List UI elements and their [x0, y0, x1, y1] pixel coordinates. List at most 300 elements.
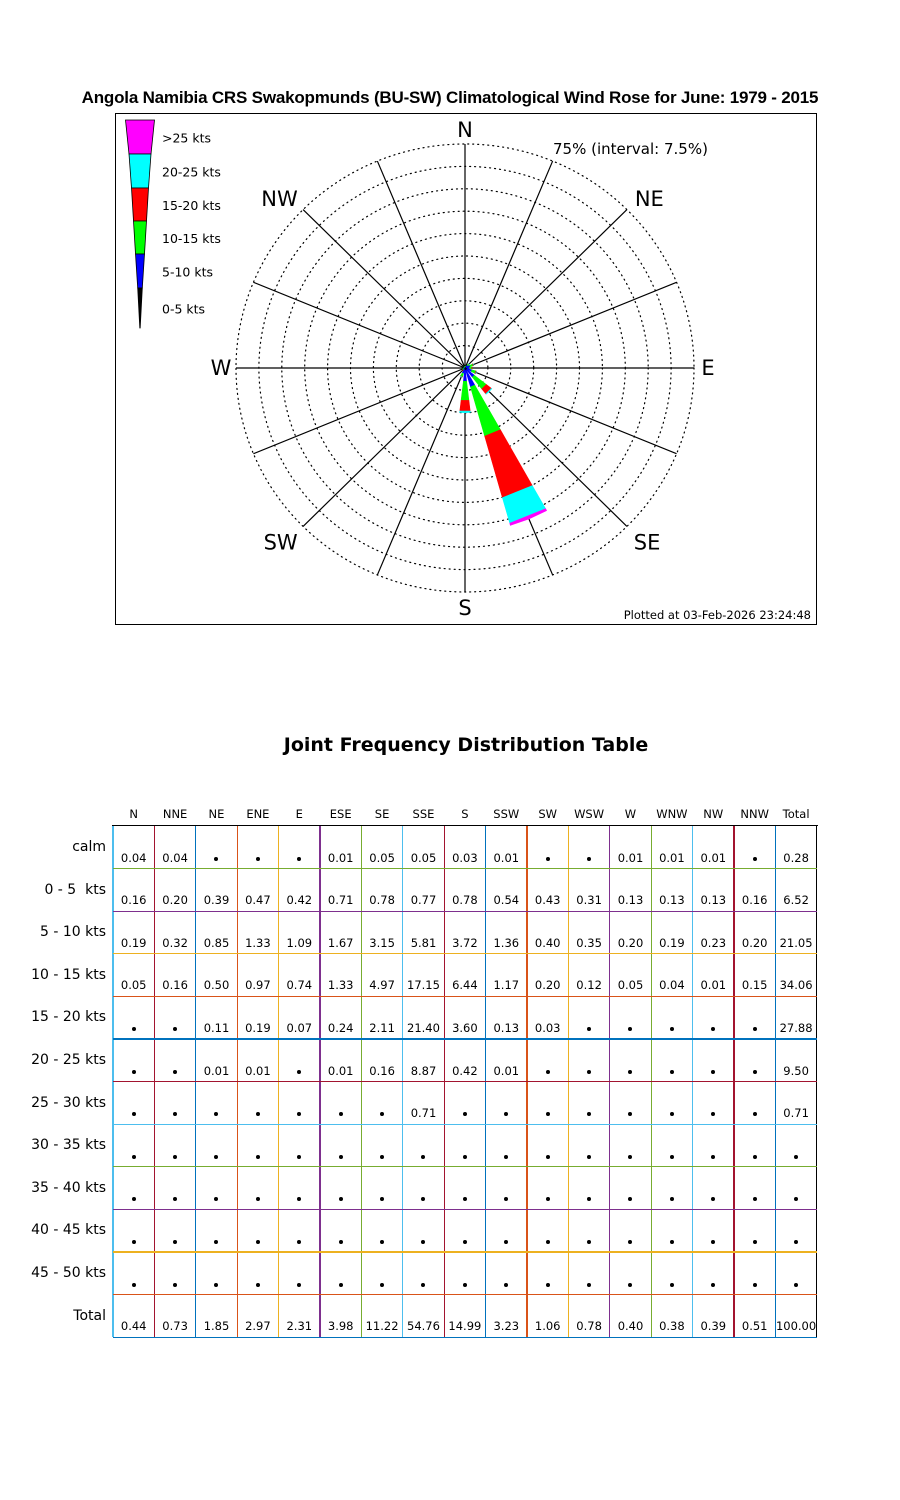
- zero-dot: [214, 1112, 218, 1116]
- table-cell: [196, 1082, 237, 1125]
- table-cell: 1.09: [286, 935, 313, 950]
- zero-dot: [753, 1112, 757, 1116]
- compass-label-W: W: [210, 356, 232, 380]
- zero-dot: [214, 1283, 218, 1287]
- zero-dot: [546, 1283, 550, 1287]
- legend-label: 10-15 kts: [162, 231, 221, 246]
- table-cell: [113, 1252, 154, 1295]
- table-cell: [734, 1167, 775, 1210]
- table-cell: [444, 1167, 485, 1210]
- table-cell: [237, 1082, 278, 1125]
- zero-dot: [339, 1155, 343, 1159]
- table-cell: 0.39: [700, 1319, 727, 1334]
- table-cell: [734, 826, 775, 869]
- table-cell: [320, 1167, 361, 1210]
- zero-dot: [504, 1240, 508, 1244]
- table-cell: [610, 1252, 651, 1295]
- table-cell: 0.16: [162, 978, 188, 993]
- table-cell: [444, 1124, 485, 1167]
- col-header-NW: NW: [703, 807, 724, 821]
- table-cell: [196, 1209, 237, 1252]
- zero-dot: [339, 1283, 343, 1287]
- table-cell: 0.16: [369, 1063, 395, 1078]
- table-cell: [527, 1124, 568, 1167]
- grid-vline: [568, 826, 569, 1337]
- table-cell: 1.06: [534, 1319, 561, 1334]
- zero-dot: [670, 1112, 674, 1116]
- table-cell: [320, 1252, 361, 1295]
- zero-dot: [628, 1283, 632, 1287]
- table-cell: 0.05: [410, 850, 437, 865]
- col-header-W: W: [624, 807, 637, 821]
- grid-right-border: [816, 826, 817, 1337]
- zero-dot: [297, 1070, 301, 1074]
- zero-dot: [297, 1197, 301, 1201]
- zero-dot: [297, 1283, 301, 1287]
- table-cell: [527, 1209, 568, 1252]
- zero-dot: [380, 1240, 384, 1244]
- row-label-5: 20 - 25 kts: [31, 1052, 106, 1068]
- table-cell: [568, 1252, 609, 1295]
- table-title: Joint Frequency Distribution Table: [283, 734, 649, 756]
- table-cell: 0.43: [534, 893, 561, 908]
- zero-dot: [670, 1240, 674, 1244]
- grid-hline: [113, 996, 817, 997]
- table-cell: [279, 1039, 320, 1082]
- row-label-3: 10 - 15 kts: [31, 966, 106, 983]
- table-cell: [320, 1124, 361, 1167]
- table-cell: [693, 1082, 734, 1125]
- table-cell: 17.15: [407, 978, 440, 993]
- table-cell: [775, 1209, 816, 1252]
- table-cell: 3.72: [452, 935, 478, 950]
- table-cell: 54.76: [407, 1319, 440, 1334]
- row-label-0: calm: [72, 839, 106, 855]
- table-cell: 0.44: [120, 1319, 147, 1334]
- table-cell: [568, 1209, 609, 1252]
- zero-dot: [173, 1112, 177, 1116]
- table-cell: [444, 1209, 485, 1252]
- compass-label-SW: SW: [263, 530, 298, 555]
- zero-dot: [256, 1112, 260, 1116]
- compass-label-S: S: [458, 596, 472, 620]
- row-label-7: 30 - 35 kts: [31, 1137, 106, 1154]
- legend-swatch-0-5kts: [138, 288, 143, 328]
- col-header-SE: SE: [374, 807, 390, 821]
- table-cell: 0.78: [369, 893, 395, 908]
- table-cell: [320, 1209, 361, 1252]
- grid-hline: [113, 1081, 817, 1082]
- table-cell: 0.13: [659, 893, 685, 908]
- zero-dot: [421, 1283, 425, 1287]
- wind-rose-radial-line-NNE: [465, 161, 553, 368]
- table-cell: [361, 1082, 402, 1125]
- table-cell: [775, 1167, 816, 1210]
- table-cell: [693, 996, 734, 1039]
- table-cell: 14.99: [448, 1319, 482, 1334]
- col-header-NE: NE: [208, 807, 225, 821]
- zero-dot: [628, 1070, 632, 1074]
- table-cell: [610, 1039, 651, 1082]
- zero-dot: [753, 1283, 757, 1287]
- zero-dot: [753, 1070, 757, 1074]
- grid-vline: [692, 826, 693, 1337]
- table-cell: [734, 1252, 775, 1295]
- zero-dot: [297, 857, 301, 861]
- grid-vline: [237, 826, 238, 1337]
- table-cell: [113, 1039, 154, 1082]
- table-cell: 0.01: [700, 850, 727, 865]
- table-cell: 0.35: [576, 935, 602, 950]
- col-header-WNW: WNW: [656, 807, 688, 821]
- zero-dot: [504, 1197, 508, 1201]
- table-cell: 0.71: [410, 1106, 437, 1121]
- zero-dot: [256, 857, 260, 861]
- table-cell: [113, 1209, 154, 1252]
- legend-swatch-10-15kts: [134, 221, 147, 254]
- table-cell: 0.32: [162, 935, 188, 950]
- row-label-2: 5 - 10 kts: [39, 924, 106, 941]
- table-cell: [651, 1039, 692, 1082]
- legend-swatch-5-10kts: [136, 254, 145, 288]
- zero-dot: [173, 1197, 177, 1201]
- table-cell: 0.54: [493, 893, 520, 908]
- table-cell: 0.20: [162, 893, 188, 908]
- table-cell: 0.20: [617, 935, 644, 950]
- row-label-4: 15 - 20 kts: [31, 1009, 106, 1026]
- table-cell: [113, 1082, 154, 1125]
- table-cell: [693, 1167, 734, 1210]
- table-cell: 0.73: [162, 1319, 188, 1334]
- zero-dot: [711, 1155, 715, 1159]
- table-cell: 0.71: [783, 1106, 809, 1121]
- zero-dot: [132, 1283, 136, 1287]
- grid-vline: [651, 826, 652, 1337]
- zero-dot: [380, 1283, 384, 1287]
- grid-vline: [112, 826, 113, 1337]
- zero-dot: [380, 1155, 384, 1159]
- table-cell: [610, 1124, 651, 1167]
- table-cell: 11.22: [365, 1319, 399, 1334]
- zero-dot: [173, 1027, 177, 1031]
- table-cell: [444, 1082, 485, 1125]
- zero-dot: [132, 1112, 136, 1116]
- grid-hline: [113, 911, 817, 912]
- zero-dot: [587, 1197, 591, 1201]
- zero-dot: [132, 1240, 136, 1244]
- table-cell: 0.42: [286, 893, 313, 908]
- table-cell: [486, 1124, 527, 1167]
- table-cell: 0.12: [576, 978, 602, 993]
- table-cell: [527, 1082, 568, 1125]
- grid-vline: [361, 826, 362, 1337]
- zero-dot: [463, 1112, 467, 1116]
- table-cell: [734, 1039, 775, 1082]
- zero-dot: [546, 857, 550, 861]
- table-cell: [154, 996, 195, 1039]
- zero-dot: [256, 1240, 260, 1244]
- zero-dot: [794, 1197, 798, 1201]
- table-cell: [279, 1082, 320, 1125]
- compass-label-E: E: [701, 356, 715, 380]
- grid-hline: [113, 1251, 817, 1252]
- row-label-11: Total: [73, 1307, 106, 1324]
- table-cell: 0.13: [617, 893, 644, 908]
- zero-dot: [587, 857, 591, 861]
- table-cell: 0.15: [741, 978, 768, 993]
- row-label-9: 40 - 45 kts: [31, 1222, 106, 1239]
- table-cell: 0.51: [741, 1319, 768, 1334]
- row-label-8: 35 - 40 kts: [31, 1179, 106, 1196]
- table-cell: 0.28: [783, 850, 809, 865]
- table-cell: [279, 1209, 320, 1252]
- table-cell: [279, 826, 320, 869]
- zero-dot: [132, 1027, 136, 1031]
- table-cell: 0.40: [617, 1319, 644, 1334]
- table-cell: 0.85: [203, 935, 230, 950]
- grid-vline: [485, 826, 486, 1337]
- grid-vline: [154, 826, 155, 1337]
- zero-dot: [297, 1155, 301, 1159]
- col-header-ENE: ENE: [246, 807, 270, 821]
- table-cell: 3.60: [452, 1020, 478, 1035]
- zero-dot: [587, 1240, 591, 1244]
- table-cell: 9.50: [783, 1063, 809, 1078]
- zero-dot: [546, 1112, 550, 1116]
- wind-rose-radial-line-SW: [303, 368, 465, 526]
- zero-dot: [504, 1155, 508, 1159]
- grid-vline: [278, 826, 279, 1337]
- zero-dot: [711, 1070, 715, 1074]
- table-cell: [361, 1124, 402, 1167]
- table-cell: [527, 1252, 568, 1295]
- zero-dot: [297, 1112, 301, 1116]
- table-cell: 0.24: [327, 1020, 354, 1035]
- table-cell: [610, 1082, 651, 1125]
- zero-dot: [753, 1240, 757, 1244]
- table-cell: 1.36: [493, 935, 520, 950]
- table-cell: [113, 1124, 154, 1167]
- grid-hline: [113, 953, 817, 954]
- zero-dot: [753, 1197, 757, 1201]
- grid-hline: [113, 1209, 817, 1210]
- table-cell: 0.16: [120, 893, 147, 908]
- zero-dot: [173, 1283, 177, 1287]
- table-cell: [196, 826, 237, 869]
- table-cell: 0.16: [741, 893, 768, 908]
- table-cell: 2.97: [245, 1319, 271, 1334]
- table-cell: 0.97: [245, 978, 271, 993]
- grid-vline: [733, 826, 734, 1337]
- table-cell: [734, 1082, 775, 1125]
- table-cell: [196, 1252, 237, 1295]
- zero-dot: [256, 1197, 260, 1201]
- grid-vline: [609, 826, 610, 1337]
- table-cell: 0.11: [203, 1020, 230, 1035]
- zero-dot: [753, 1155, 757, 1159]
- table-cell: [651, 1167, 692, 1210]
- zero-dot: [587, 1027, 591, 1031]
- grid-vline: [195, 826, 196, 1337]
- col-header-NNE: NNE: [162, 807, 188, 821]
- main-title: Angola Namibia CRS Swakopmunds (BU-SW) Climatological Wind Rose for June: 1979 - 2015: [81, 88, 819, 107]
- table-cell: 0.05: [617, 978, 644, 993]
- table-cell: 0.05: [120, 978, 147, 993]
- wind-rose-radial-line-NE: [465, 210, 627, 368]
- table-cell: 1.33: [327, 978, 354, 993]
- table-cell: [568, 1082, 609, 1125]
- zero-dot: [546, 1155, 550, 1159]
- table-cell: 0.13: [700, 893, 727, 908]
- zero-dot: [628, 1240, 632, 1244]
- zero-dot: [587, 1283, 591, 1287]
- table-cell: 0.01: [493, 1063, 520, 1078]
- rose-petal-NNW: [464, 367, 465, 368]
- table-cell: 0.01: [327, 1063, 354, 1078]
- legend-label: 15-20 kts: [162, 198, 221, 213]
- col-header-E: E: [295, 807, 303, 821]
- zero-dot: [214, 1197, 218, 1201]
- zero-dot: [711, 1112, 715, 1116]
- table-cell: 0.42: [452, 1063, 478, 1078]
- table-cell: 5.81: [410, 935, 437, 950]
- table-cell: [403, 1209, 444, 1252]
- table-cell: 0.04: [120, 850, 147, 865]
- wind-rose-radial-line-SSW: [377, 368, 465, 575]
- zero-dot: [711, 1197, 715, 1201]
- zero-dot: [297, 1240, 301, 1244]
- legend-label: 5-10 kts: [162, 264, 213, 280]
- zero-dot: [256, 1283, 260, 1287]
- zero-dot: [670, 1070, 674, 1074]
- zero-dot: [587, 1112, 591, 1116]
- table-cell: [610, 1167, 651, 1210]
- zero-dot: [339, 1197, 343, 1201]
- table-cell: 0.19: [659, 935, 685, 950]
- legend-label: >25 kts: [162, 130, 212, 146]
- table-cell: 3.15: [369, 935, 395, 950]
- rose-petal-S: [460, 411, 471, 413]
- table-cell: [651, 996, 692, 1039]
- table-cell: [154, 1167, 195, 1210]
- col-header-S: S: [461, 807, 469, 821]
- table-cell: [403, 1124, 444, 1167]
- table-cell: 8.87: [410, 1063, 437, 1078]
- zero-dot: [711, 1240, 715, 1244]
- table-cell: 3.23: [493, 1319, 520, 1334]
- table-cell: 0.01: [327, 850, 354, 865]
- zero-dot: [132, 1197, 136, 1201]
- table-cell: 0.01: [700, 978, 727, 993]
- table-cell: [527, 826, 568, 869]
- zero-dot: [504, 1112, 508, 1116]
- zero-dot: [463, 1197, 467, 1201]
- zero-dot: [214, 857, 218, 861]
- table-cell: 0.38: [659, 1319, 685, 1334]
- table-cell: [693, 1209, 734, 1252]
- zero-dot: [504, 1283, 508, 1287]
- table-cell: [527, 1167, 568, 1210]
- grid-vline: [402, 826, 403, 1337]
- table-cell: [444, 1252, 485, 1295]
- table-cell: 1.67: [327, 935, 354, 950]
- col-header-NNW: NNW: [740, 807, 769, 821]
- zero-dot: [753, 857, 757, 861]
- table-cell: [486, 1082, 527, 1125]
- table-cell: [154, 1039, 195, 1082]
- table-cell: 0.01: [617, 850, 644, 865]
- rose-petal-S: [460, 400, 470, 411]
- table-cell: [237, 826, 278, 869]
- zero-dot: [670, 1027, 674, 1031]
- zero-dot: [628, 1027, 632, 1031]
- table-cell: 34.06: [779, 978, 813, 993]
- table-cell: 0.31: [576, 893, 602, 908]
- zero-dot: [587, 1155, 591, 1159]
- zero-dot: [546, 1197, 550, 1201]
- table-cell: 0.23: [700, 935, 727, 950]
- table-cell: [486, 1252, 527, 1295]
- table-cell: [693, 1039, 734, 1082]
- compass-label-SE: SE: [633, 530, 661, 555]
- col-header-SW: SW: [538, 807, 558, 821]
- zero-dot: [173, 1155, 177, 1159]
- table-cell: 6.52: [783, 893, 809, 908]
- legend-swatch-20-25kts: [129, 154, 151, 188]
- wind-rose-radial-line-WSW: [253, 368, 465, 454]
- zero-dot: [587, 1070, 591, 1074]
- table-cell: [568, 996, 609, 1039]
- table-cell: [154, 1252, 195, 1295]
- zero-dot: [173, 1070, 177, 1074]
- wind-rose-plot-box: [115, 113, 817, 625]
- grid-hline: [113, 1294, 817, 1295]
- table-cell: [154, 1124, 195, 1167]
- table-cell: 0.47: [245, 893, 271, 908]
- zero-dot: [711, 1283, 715, 1287]
- col-header-SSE: SSE: [412, 807, 435, 821]
- table-cell: 0.05: [369, 850, 395, 865]
- plotted-at-note: Plotted at 03-Feb-2026 23:24:48: [623, 608, 811, 622]
- zero-dot: [380, 1197, 384, 1201]
- wind-rose-radial-line-ENE: [465, 282, 677, 368]
- zero-dot: [546, 1070, 550, 1074]
- table-cell: [568, 1124, 609, 1167]
- legend-label: 0-5 kts: [162, 301, 206, 317]
- table-cell: [113, 996, 154, 1039]
- table-cell: [279, 1252, 320, 1295]
- table-cell: 21.05: [779, 935, 813, 950]
- zero-dot: [753, 1027, 757, 1031]
- table-cell: 0.39: [203, 893, 230, 908]
- grid-vline: [444, 826, 445, 1337]
- grid-hline: [113, 1124, 817, 1125]
- table-cell: [237, 1209, 278, 1252]
- grid-vline: [319, 826, 320, 1337]
- grid-vline: [526, 826, 527, 1337]
- table-cell: [568, 826, 609, 869]
- zero-dot: [256, 1155, 260, 1159]
- zero-dot: [421, 1197, 425, 1201]
- wind-rose-radial-line-NNW: [377, 161, 465, 368]
- grid-bottom-border: [113, 1337, 817, 1338]
- zero-dot: [794, 1155, 798, 1159]
- legend-label: 20-25 kts: [162, 164, 221, 180]
- zero-dot: [670, 1197, 674, 1201]
- table-cell: [734, 1124, 775, 1167]
- zero-dot: [132, 1070, 136, 1074]
- table-cell: 6.44: [452, 978, 478, 993]
